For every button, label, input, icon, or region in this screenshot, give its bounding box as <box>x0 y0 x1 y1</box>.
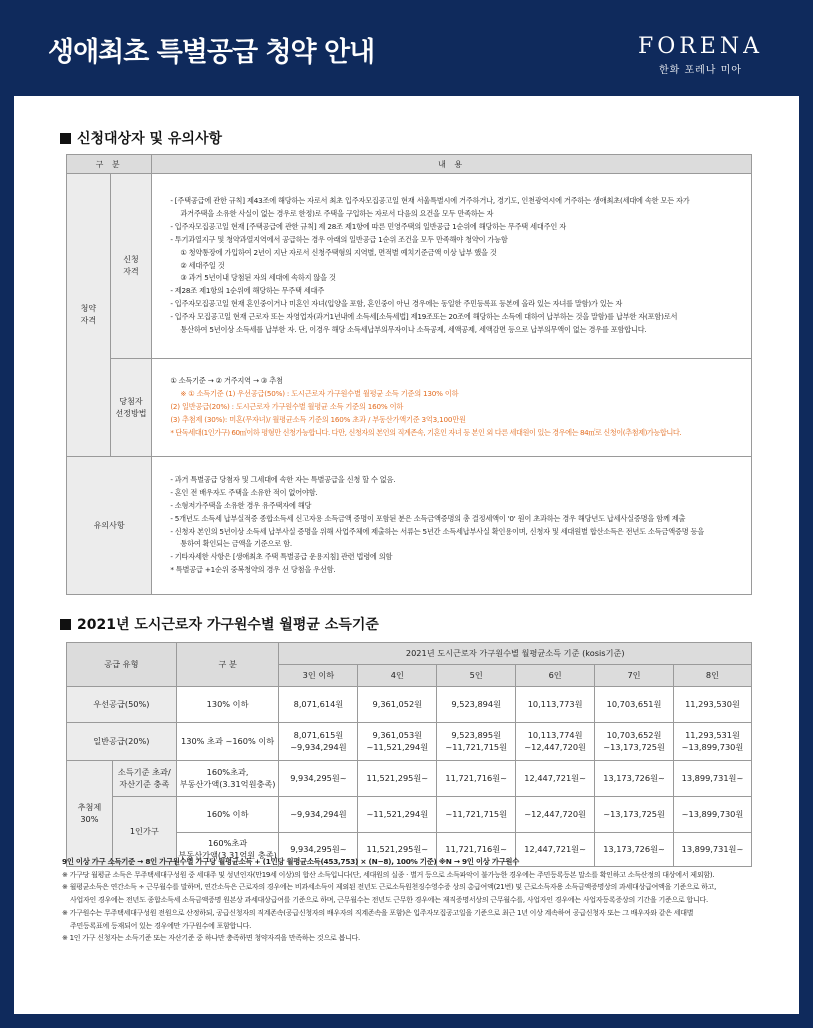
lottery-sub-single: 1인가구 <box>112 797 176 867</box>
table-row <box>67 761 752 797</box>
list-item: 과거주택을 소유한 사실이 없는 경우로 한정)로 주택을 구입하는 자로서 다음의 요건을 모두 만족하는 자 <box>180 208 494 218</box>
page-title: 생애최초 특별공급 청약 안내 <box>48 37 375 68</box>
division-cell: 160%초과 부동산가액(3.31억원 충족) <box>176 833 279 867</box>
value-cell: 11,293,530원 <box>673 687 751 723</box>
eligibility-table <box>66 154 752 595</box>
footnote-line: ※ 월평균소득은 연간소득 ÷ 근무월수를 말하며, 연간소득은 근로자의 경우에는 비과세소득이 제외된 전년도 근로소득원천징수영수증 상의 총급여액(21번) 및 근로소득자용 소득금액증명상의 과세대상급여액을 기준으로 하고, <box>62 883 717 892</box>
value-cell: 13,173,726원~ <box>595 833 674 867</box>
value-cell: 11,721,716원~ <box>437 761 516 797</box>
value-cell: ~12,447,720원 <box>516 797 595 833</box>
list-item: (3) 추첨제 (30%): 미혼(무자녀)/ 월평균소득 기준의 160% 초과 / 부동산가액기준 3억3,100만원 <box>170 414 466 424</box>
value-cell: ~13,899,730원 <box>673 797 751 833</box>
header-income-group: 2021년 도시근로자 가구원수별 월평균소득 기준 (kosis기준) <box>279 643 752 665</box>
table-header-row <box>67 643 752 665</box>
supply-type-priority: 우선공급(50%) <box>67 687 177 723</box>
footnote-line: ※ 가구당 월평균 소득은 무주택세대구성원 중 세대주 및 성년인자(만19세 이상)의 합산 소득입니다(단, 세대원의 실종 · 별거 등으로 소득파악이 불가능한 경우에는 주민등록등본 말소를 확인하고 소득산정의 대상에서 제외함). <box>62 870 715 879</box>
division-cell: 160%초과, 부동산가액(3.31억원충족) <box>176 761 279 797</box>
value-cell: 9,934,295원~ <box>279 833 358 867</box>
list-item: ① 소득기준 → ② 거주지역 → ③ 추첨 <box>170 376 283 386</box>
list-item: 통하여 확인되는 금액을 기준으로 함. <box>180 539 292 549</box>
row-label-selection: 당첨자 선정방법 <box>110 359 152 457</box>
list-item: ※ ① 소득기준 (1) 우선공급(50%) : 도시근로자 가구원수별 월평균 소득 기준의 130% 이하 <box>180 389 459 399</box>
value-cell: 13,899,731원~ <box>673 833 751 867</box>
row-label-notes: 유의사항 <box>67 457 152 595</box>
list-item: - [주택공급에 관한 규칙] 제43조에 해당하는 자로서 최초 입주자모집공고일 현재 서울특별시에 거주하거나, 경기도, 인천광역시에 거주하는 생애최초(세대에 속한 모든 자가 <box>170 196 690 206</box>
division-cell: 130% 초과 ~160% 이하 <box>176 723 279 761</box>
list-item: ② 세대주일 것 <box>180 260 225 270</box>
value-cell: 9,934,295원~ <box>279 761 358 797</box>
income-table <box>66 642 752 867</box>
header-category: 구 분 <box>67 155 152 174</box>
division-cell: 130% 이하 <box>176 687 279 723</box>
header-bar <box>0 0 813 96</box>
division-cell: 160% 이하 <box>176 797 279 833</box>
footnote-line: 사업자인 경우에는 전년도 종합소득세 소득금액증명 원본상 과세대상급여를 기준으로 하며, 근무월수는 전년도 근무한 경우에는 재직증명서상의 근무월수를, 사업자인 경우에는 사업자등록증상의 기간을 기준으로 합니다. <box>70 896 709 905</box>
list-item: - 기타자세한 사항은 [생애최초 주택 특별공급 운용지침] 관련 법령에 의함 <box>170 552 393 562</box>
header-size: 5인 <box>437 665 516 687</box>
section-title-eligibility <box>60 128 222 148</box>
qualification-content <box>152 174 752 359</box>
list-item: * 특별공급 +1순위 중복청약의 경우 선 당첨을 우선함. <box>170 565 336 575</box>
header-size: 8인 <box>673 665 751 687</box>
value-cell: 8,071,615원 ~9,934,294원 <box>279 723 358 761</box>
list-item: * 단독세대(1인가구) 60㎡이하 평형만 신청가능합니다. 다만, 신청자의 본인의 직계존속, 기혼인 자녀 등 본인 외 다른 세대원이 있는 경우에는 84㎡로 신청이(추첨제)가능합니다. <box>170 427 682 437</box>
value-cell: 8,071,614원 <box>279 687 358 723</box>
header-content: 내 용 <box>152 155 752 174</box>
header-size: 7인 <box>595 665 674 687</box>
row-group-eligibility: 청약 자격 <box>67 174 111 457</box>
header-size: 4인 <box>358 665 437 687</box>
value-cell: ~11,521,294원 <box>358 797 437 833</box>
list-item: - 과거 특별공급 당첨자 및 그세대에 속한 자는 특별공급을 신청 할 수 없음. <box>170 474 396 484</box>
footnote-line: ※ 가구원수는 무주택세대구성원 전원으로 산정하되, 공급신청자의 직계존속(공급신청자의 배우자의 직계존속을 포함)은 입주자모집공고일을 기준으로 최근 1년 이상 계속하여 공급신청자 또는 그 배우자와 같은 세대별 <box>62 908 694 917</box>
value-cell: 10,113,773원 <box>516 687 595 723</box>
selection-content <box>152 359 752 457</box>
table-row <box>67 723 752 761</box>
value-cell: ~11,721,715원 <box>437 797 516 833</box>
section-title-text: 신청대상자 및 유의사항 <box>77 131 222 147</box>
value-cell: 13,173,726원~ <box>595 761 674 797</box>
value-cell: 12,447,721원~ <box>516 833 595 867</box>
value-cell: 9,361,052원 <box>358 687 437 723</box>
list-item: ① 청약통장에 가입하여 2년이 지난 자로서 신청주택형의 지역별, 면적별 예치기준금액 이상 납부 했을 것 <box>180 247 497 257</box>
list-item: - 혼인 전 배우자도 주택을 소유한 적이 없어야함. <box>170 487 318 497</box>
value-cell: 10,703,652원 ~13,173,725원 <box>595 723 674 761</box>
supply-type-general: 일반공급(20%) <box>67 723 177 761</box>
value-cell: 10,703,651원 <box>595 687 674 723</box>
list-item: - 제28조 제1항의 1순위에 해당하는 무주택 세대주 <box>170 286 325 296</box>
value-cell: 9,523,894원 <box>437 687 516 723</box>
value-cell: ~13,173,725원 <box>595 797 674 833</box>
list-item: - 신청자 본인의 5년이상 소득세 납부사실 증명을 위해 사업주체에 제출하는 서류는 5년간 소득세납부사실 확인용이며, 신청자 및 세대원별 합산소득은 전년도 소득금액증명 등을 <box>170 526 705 536</box>
brand-logo <box>638 34 763 76</box>
value-cell: 12,447,721원~ <box>516 761 595 797</box>
table-row <box>67 457 752 595</box>
value-cell: 11,521,295원~ <box>358 761 437 797</box>
section-title-text: 2021년 도시근로자 가구원수별 월평균 소득기준 <box>77 617 379 633</box>
table-row <box>67 687 752 723</box>
list-item: ③ 과거 5년이내 당첨된 자의 세대에 속하지 않을 것 <box>180 273 336 283</box>
list-item: - 소형저가주택을 소유한 경우 유주택자에 해당 <box>170 500 312 510</box>
header-division: 구 분 <box>176 643 279 687</box>
header-size: 6인 <box>516 665 595 687</box>
footnote-bold: 9인 이상 가구 소득기준 → 8인 가구원수별 가구당 월평균소득 + (1인당 월평균소득(453,753) × (N−8), 100% 기준) ※N → 9인 이상 가구원수 <box>62 857 520 866</box>
list-item: - 입주자모집공고일 현재 [주택공급에 관한 규칙] 제 28조 제1항에 따른 민영주택의 일반공급 1순위에 해당하는 무주택 세대주인 자 <box>170 221 566 231</box>
value-cell: 11,521,295원~ <box>358 833 437 867</box>
lottery-sub-income: 소득기준 초과/ 자산기준 충족 <box>112 761 176 797</box>
table-row <box>67 359 752 457</box>
square-bullet-icon <box>60 133 71 144</box>
value-cell: 10,113,774원 ~12,447,720원 <box>516 723 595 761</box>
section-title-income <box>60 614 379 634</box>
footnote-line: ※ 1인 가구 신청자는 소득기준 또는 자산기준 중 하나만 충족하면 청약자격을 만족하는 것으로 봅니다. <box>62 934 360 943</box>
list-item: - 5개년도 소득세 납부실적증 종합소득세 신고자용 소득금액 증명이 포함된 분은 소득금액증명의 총 결정세액이 '0' 원이 초과하는 경우 해당년도 납세사실증명을 함께 제출 <box>170 513 686 523</box>
value-cell: 11,721,716원~ <box>437 833 516 867</box>
footnote-line: 주민등록표에 등재되어 있는 경우에만 가구원수에 포함합니다. <box>70 921 252 930</box>
value-cell: 13,899,731원~ <box>673 761 751 797</box>
value-cell: 9,361,053원 ~11,521,294원 <box>358 723 437 761</box>
brand-name: FORENA <box>637 34 763 59</box>
list-item: 통산하여 5년이상 소득세를 납부한 자. 단, 이경우 해당 소득세납부의무자이나 소득공제, 세액공제, 세액감면 등으로 납부의무액이 없는 경우를 포함합니다. <box>180 325 647 335</box>
list-item: - 입주자모집공고일 현재 혼인중이거나 미혼인 자녀(입양을 포함, 혼인중이 아닌 경우에는 동일한 주민등록표 등본에 올라 있는 자녀를 말함)가 있는 자 <box>170 299 623 309</box>
value-cell: 11,293,531원 ~13,899,730원 <box>673 723 751 761</box>
header-size: 3인 이하 <box>279 665 358 687</box>
table-header-row <box>67 155 752 174</box>
row-label-qualification: 신청 자격 <box>110 174 152 359</box>
footnotes <box>62 856 762 945</box>
list-item: (2) 일반공급(20%) : 도시근로자 가구원수별 월평균 소득 기준의 160% 이하 <box>170 402 404 412</box>
value-cell: ~9,934,294원 <box>279 797 358 833</box>
square-bullet-icon <box>60 619 71 630</box>
notes-content <box>152 457 752 595</box>
list-item: - 투기과열지구 및 청약과열지역에서 공급하는 경우 아래의 일반공급 1순위 조건을 모두 만족해야 청약이 가능함 <box>170 234 508 244</box>
supply-type-lottery: 추첨제 30% <box>67 761 113 867</box>
brand-subtitle: 한화 포레나 미아 <box>658 65 742 76</box>
table-row <box>67 797 752 833</box>
list-item: - 입주자 모집공고일 현재 근로자 또는 자영업자(과거1년내에 소득세[소득세법] 제19조또는 20조에 해당하는 소득에 대하여 납부하는 것을 말함)를 납부한 자(포함)로서 <box>170 312 678 322</box>
header-supply-type: 공급 유형 <box>67 643 177 687</box>
table-row <box>67 174 752 359</box>
value-cell: 9,523,895원 ~11,721,715원 <box>437 723 516 761</box>
